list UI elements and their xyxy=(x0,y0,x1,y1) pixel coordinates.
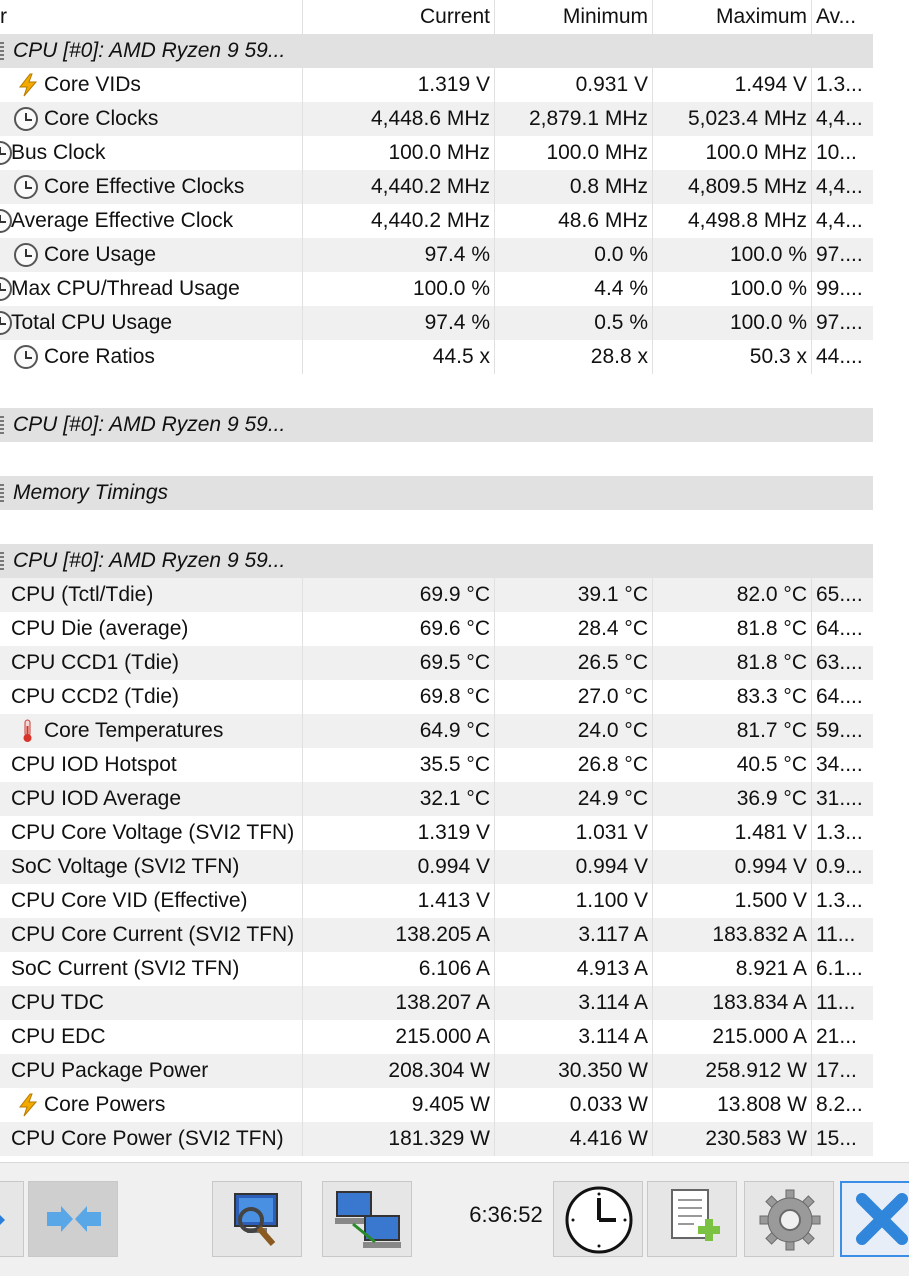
maximum-value: 183.834 A xyxy=(653,986,812,1020)
column-header-sensor[interactable]: r xyxy=(0,0,303,34)
sensor-name-cell xyxy=(0,986,303,1020)
sensor-name: SoC Voltage (SVI2 TFN) xyxy=(11,855,240,878)
average-value: 15... xyxy=(816,1127,857,1150)
maximum-value: 100.0 % xyxy=(653,306,812,340)
maximum-value: 4,809.5 MHz xyxy=(653,170,812,204)
sensor-row[interactable] xyxy=(0,102,873,136)
thermometer-icon xyxy=(16,719,40,743)
sensor-row[interactable] xyxy=(0,918,873,952)
group-name: Memory Timings xyxy=(13,481,168,504)
maximum-value: 8.921 A xyxy=(653,952,812,986)
sensor-name-cell xyxy=(0,340,303,374)
expand-button[interactable] xyxy=(0,1181,24,1257)
current-value: 44.5 x xyxy=(303,340,495,374)
sensor-name: Core Ratios xyxy=(44,345,155,368)
sensor-name: CPU Core VID (Effective) xyxy=(11,889,248,912)
average-value: 4,4... xyxy=(816,107,863,130)
minimum-value: 39.1 °C xyxy=(495,578,653,612)
minimum-value: 2,879.1 MHz xyxy=(495,102,653,136)
sensor-row[interactable] xyxy=(0,952,873,986)
collapse-arrows-icon xyxy=(29,1182,119,1258)
sensor-name-cell xyxy=(0,1122,303,1156)
current-value: 138.205 A xyxy=(303,918,495,952)
minimum-value: 1.100 V xyxy=(495,884,653,918)
column-header-minimum[interactable]: Minimum xyxy=(495,0,653,34)
sensor-name: CPU CCD2 (Tdie) xyxy=(11,685,180,708)
current-value: 97.4 % xyxy=(303,238,495,272)
minimum-value: 0.8 MHz xyxy=(495,170,653,204)
minimum-value: 0.033 W xyxy=(495,1088,653,1122)
average-value: 4,4... xyxy=(816,175,863,198)
minimum-value: 0.931 V xyxy=(495,68,653,102)
average-value: 11... xyxy=(816,923,856,946)
group-name-cell xyxy=(0,544,303,578)
sensor-name-cell xyxy=(0,306,303,340)
sensor-row[interactable] xyxy=(0,714,873,748)
sensor-row[interactable] xyxy=(0,816,873,850)
group-marker-icon xyxy=(0,416,4,434)
sensor-name-cell xyxy=(0,204,303,238)
sensor-search-button[interactable] xyxy=(212,1181,302,1257)
sensor-name: CPU TDC xyxy=(11,991,104,1014)
spacer-row xyxy=(0,510,873,544)
sensor-name-cell xyxy=(0,884,303,918)
maximum-value: 50.3 x xyxy=(653,340,812,374)
collapse-button[interactable] xyxy=(28,1181,118,1257)
sensor-row[interactable] xyxy=(0,272,873,306)
clock-icon xyxy=(14,107,38,131)
spacer-row xyxy=(0,374,873,408)
lightning-bolt-icon xyxy=(16,73,40,97)
group-name: CPU [#0]: AMD Ryzen 9 59... xyxy=(13,413,286,436)
sensor-name-cell xyxy=(0,612,303,646)
sensor-name-cell xyxy=(0,850,303,884)
sensor-name-cell xyxy=(0,748,303,782)
minimum-value: 1.031 V xyxy=(495,816,653,850)
average-value: 97.... xyxy=(816,311,863,334)
add-report-button[interactable] xyxy=(647,1181,737,1257)
minimum-value: 3.114 A xyxy=(495,986,653,1020)
sensor-group-header[interactable] xyxy=(0,408,873,442)
maximum-value: 100.0 % xyxy=(653,272,812,306)
sensor-name: Core VIDs xyxy=(44,73,141,96)
maximum-value: 81.8 °C xyxy=(653,612,812,646)
monitor-search-icon xyxy=(213,1182,303,1258)
current-value: 69.9 °C xyxy=(303,578,495,612)
group-name-cell xyxy=(0,34,303,68)
maximum-value: 215.000 A xyxy=(653,1020,812,1054)
maximum-value: 4,498.8 MHz xyxy=(653,204,812,238)
minimum-value: 0.994 V xyxy=(495,850,653,884)
sensor-row[interactable] xyxy=(0,646,873,680)
sensor-row[interactable] xyxy=(0,340,873,374)
maximum-value: 1.481 V xyxy=(653,816,812,850)
minimum-value: 4.913 A xyxy=(495,952,653,986)
sensor-name: CPU EDC xyxy=(11,1025,106,1048)
maximum-value: 100.0 % xyxy=(653,238,812,272)
sensor-name: CPU Core Power (SVI2 TFN) xyxy=(11,1127,284,1150)
sensor-group-header[interactable] xyxy=(0,34,873,68)
group-marker-icon xyxy=(0,484,4,502)
current-value: 69.5 °C xyxy=(303,646,495,680)
sensor-row[interactable] xyxy=(0,748,873,782)
average-value: 21... xyxy=(816,1025,857,1048)
group-name: CPU [#0]: AMD Ryzen 9 59... xyxy=(13,549,286,572)
clock-icon xyxy=(14,345,38,369)
current-value: 1.413 V xyxy=(303,884,495,918)
current-value: 4,440.2 MHz xyxy=(303,204,495,238)
sensor-name: CPU Package Power xyxy=(11,1059,209,1082)
sensor-name: Core Temperatures xyxy=(44,719,224,742)
sensor-name-cell xyxy=(0,68,303,102)
maximum-value: 1.494 V xyxy=(653,68,812,102)
sensor-name-cell xyxy=(0,1020,303,1054)
minimum-value: 4.416 W xyxy=(495,1122,653,1156)
sensor-name-cell xyxy=(0,918,303,952)
sensor-group-header[interactable] xyxy=(0,544,873,578)
average-value: 1.3... xyxy=(816,821,863,844)
sensor-row[interactable] xyxy=(0,612,873,646)
current-value: 97.4 % xyxy=(303,306,495,340)
sensor-row[interactable] xyxy=(0,68,873,102)
sensor-name: SoC Current (SVI2 TFN) xyxy=(11,957,240,980)
clock-icon xyxy=(14,243,38,267)
average-value: 6.1... xyxy=(816,957,863,980)
sensor-name: Bus Clock xyxy=(11,141,106,164)
average-value: 31.... xyxy=(816,787,863,810)
maximum-value: 230.583 W xyxy=(653,1122,812,1156)
minimum-value: 3.114 A xyxy=(495,1020,653,1054)
sensor-row[interactable] xyxy=(0,238,873,272)
minimum-value: 30.350 W xyxy=(495,1054,653,1088)
sensor-name-cell xyxy=(0,136,303,170)
sensor-row[interactable] xyxy=(0,884,873,918)
minimum-value: 26.5 °C xyxy=(495,646,653,680)
sensor-name-cell xyxy=(0,646,303,680)
current-value: 138.207 A xyxy=(303,986,495,1020)
maximum-value: 40.5 °C xyxy=(653,748,812,782)
group-marker-icon xyxy=(0,42,4,60)
current-value: 215.000 A xyxy=(303,1020,495,1054)
average-value: 97.... xyxy=(816,243,863,266)
sensor-name: CPU Core Voltage (SVI2 TFN) xyxy=(11,821,295,844)
clock-icon xyxy=(14,175,38,199)
group-name-cell xyxy=(0,408,303,442)
table-header xyxy=(0,0,873,34)
current-value: 35.5 °C xyxy=(303,748,495,782)
average-value: 65.... xyxy=(816,583,863,606)
minimum-value: 0.5 % xyxy=(495,306,653,340)
lightning-bolt-icon xyxy=(16,1093,40,1117)
maximum-value: 183.832 A xyxy=(653,918,812,952)
sensor-name-cell xyxy=(0,102,303,136)
current-value: 9.405 W xyxy=(303,1088,495,1122)
maximum-value: 36.9 °C xyxy=(653,782,812,816)
network-computers-icon xyxy=(323,1182,413,1258)
sensor-name: CPU Die (average) xyxy=(11,617,189,640)
maximum-value: 81.7 °C xyxy=(653,714,812,748)
close-icon xyxy=(842,1183,909,1259)
maximum-value: 100.0 MHz xyxy=(653,136,812,170)
current-value: 1.319 V xyxy=(303,816,495,850)
sensor-name: Average Effective Clock xyxy=(11,209,234,232)
sensor-name-cell xyxy=(0,782,303,816)
current-value: 100.0 % xyxy=(303,272,495,306)
sensor-name-cell xyxy=(0,578,303,612)
sensor-row[interactable] xyxy=(0,782,873,816)
sensor-name: CPU CCD1 (Tdie) xyxy=(11,651,180,674)
clock-icon xyxy=(554,1182,644,1258)
sensor-group-header[interactable] xyxy=(0,476,873,510)
average-value: 64.... xyxy=(816,617,863,640)
maximum-value: 82.0 °C xyxy=(653,578,812,612)
sensor-name-cell xyxy=(0,714,303,748)
sensor-name-cell xyxy=(0,272,303,306)
minimum-value: 24.9 °C xyxy=(495,782,653,816)
minimum-value: 28.8 x xyxy=(495,340,653,374)
settings-button[interactable] xyxy=(744,1181,834,1257)
minimum-value: 100.0 MHz xyxy=(495,136,653,170)
sensor-row[interactable] xyxy=(0,850,873,884)
maximum-value: 81.8 °C xyxy=(653,646,812,680)
average-value: 44.... xyxy=(816,345,863,368)
settings-gear-icon xyxy=(745,1182,835,1258)
sensor-row[interactable] xyxy=(0,680,873,714)
elapsed-time-readout: 6:36:52 xyxy=(469,1202,543,1227)
bottom-toolbar xyxy=(0,1162,909,1276)
close-button[interactable] xyxy=(840,1181,909,1257)
current-value: 69.6 °C xyxy=(303,612,495,646)
sensor-name-cell xyxy=(0,952,303,986)
current-value: 100.0 MHz xyxy=(303,136,495,170)
sensor-row[interactable] xyxy=(0,136,873,170)
current-value: 181.329 W xyxy=(303,1122,495,1156)
sensor-name: CPU IOD Average xyxy=(11,787,182,810)
spacer-row xyxy=(0,442,873,476)
sensor-name-cell xyxy=(0,238,303,272)
maximum-value: 0.994 V xyxy=(653,850,812,884)
sensor-name: Core Clocks xyxy=(44,107,159,130)
average-value: 34.... xyxy=(816,753,863,776)
minimum-value: 26.8 °C xyxy=(495,748,653,782)
group-marker-icon xyxy=(0,552,4,570)
minimum-value: 0.0 % xyxy=(495,238,653,272)
minimum-value: 4.4 % xyxy=(495,272,653,306)
sensor-row[interactable] xyxy=(0,306,873,340)
sensor-name: Total CPU Usage xyxy=(11,311,173,334)
current-value: 64.9 °C xyxy=(303,714,495,748)
average-value: 11... xyxy=(816,991,856,1014)
minimum-value: 27.0 °C xyxy=(495,680,653,714)
sensor-row[interactable] xyxy=(0,1054,873,1088)
maximum-value: 1.500 V xyxy=(653,884,812,918)
sensor-row[interactable] xyxy=(0,1088,873,1122)
current-value: 32.1 °C xyxy=(303,782,495,816)
sensor-name: CPU (Tctl/Tdie) xyxy=(11,583,154,606)
current-value: 4,440.2 MHz xyxy=(303,170,495,204)
sensor-row[interactable] xyxy=(0,204,873,238)
sensor-name: CPU IOD Hotspot xyxy=(11,753,177,776)
average-value: 1.3... xyxy=(816,73,863,96)
average-value: 8.2... xyxy=(816,1093,863,1116)
average-value: 4,4... xyxy=(816,209,863,232)
current-value: 6.106 A xyxy=(303,952,495,986)
clock-button[interactable] xyxy=(553,1181,643,1257)
average-value: 0.9... xyxy=(816,855,863,878)
sensor-name: Core Usage xyxy=(44,243,157,266)
sensor-name-cell xyxy=(0,170,303,204)
group-name: CPU [#0]: AMD Ryzen 9 59... xyxy=(13,39,286,62)
add-report-icon xyxy=(648,1182,738,1258)
current-value: 1.319 V xyxy=(303,68,495,102)
current-value: 69.8 °C xyxy=(303,680,495,714)
column-header-current[interactable]: Current xyxy=(303,0,495,34)
minimum-value: 48.6 MHz xyxy=(495,204,653,238)
minimum-value: 3.117 A xyxy=(495,918,653,952)
minimum-value: 24.0 °C xyxy=(495,714,653,748)
sensor-row[interactable] xyxy=(0,1122,873,1156)
sensor-name-cell xyxy=(0,816,303,850)
sensor-name-cell xyxy=(0,1054,303,1088)
sensor-row[interactable] xyxy=(0,986,873,1020)
maximum-value: 83.3 °C xyxy=(653,680,812,714)
current-value: 0.994 V xyxy=(303,850,495,884)
sensor-name-cell xyxy=(0,680,303,714)
average-value: 17... xyxy=(816,1059,857,1082)
average-value: 10... xyxy=(816,141,857,164)
maximum-value: 5,023.4 MHz xyxy=(653,102,812,136)
current-value: 4,448.6 MHz xyxy=(303,102,495,136)
sensor-row[interactable] xyxy=(0,578,873,612)
average-value: 64.... xyxy=(816,685,863,708)
arrow-right-icon xyxy=(0,1182,25,1258)
minimum-value: 28.4 °C xyxy=(495,612,653,646)
sensor-row[interactable] xyxy=(0,1020,873,1054)
sensor-name: Max CPU/Thread Usage xyxy=(11,277,240,300)
sensor-name: Core Effective Clocks xyxy=(44,175,245,198)
network-button[interactable] xyxy=(322,1181,412,1257)
average-value: 1.3... xyxy=(816,889,863,912)
average-value: 99.... xyxy=(816,277,863,300)
table-right-margin xyxy=(873,0,909,1162)
column-header-average[interactable]: Av... xyxy=(816,5,857,28)
column-header-maximum[interactable]: Maximum xyxy=(653,0,812,34)
sensor-name: CPU Core Current (SVI2 TFN) xyxy=(11,923,295,946)
group-name-cell xyxy=(0,476,303,510)
current-value: 208.304 W xyxy=(303,1054,495,1088)
sensor-row[interactable] xyxy=(0,170,873,204)
maximum-value: 13.808 W xyxy=(653,1088,812,1122)
sensor-name-cell xyxy=(0,1088,303,1122)
average-value: 63.... xyxy=(816,651,863,674)
average-value: 59.... xyxy=(816,719,863,742)
maximum-value: 258.912 W xyxy=(653,1054,812,1088)
sensor-name: Core Powers xyxy=(44,1093,166,1116)
